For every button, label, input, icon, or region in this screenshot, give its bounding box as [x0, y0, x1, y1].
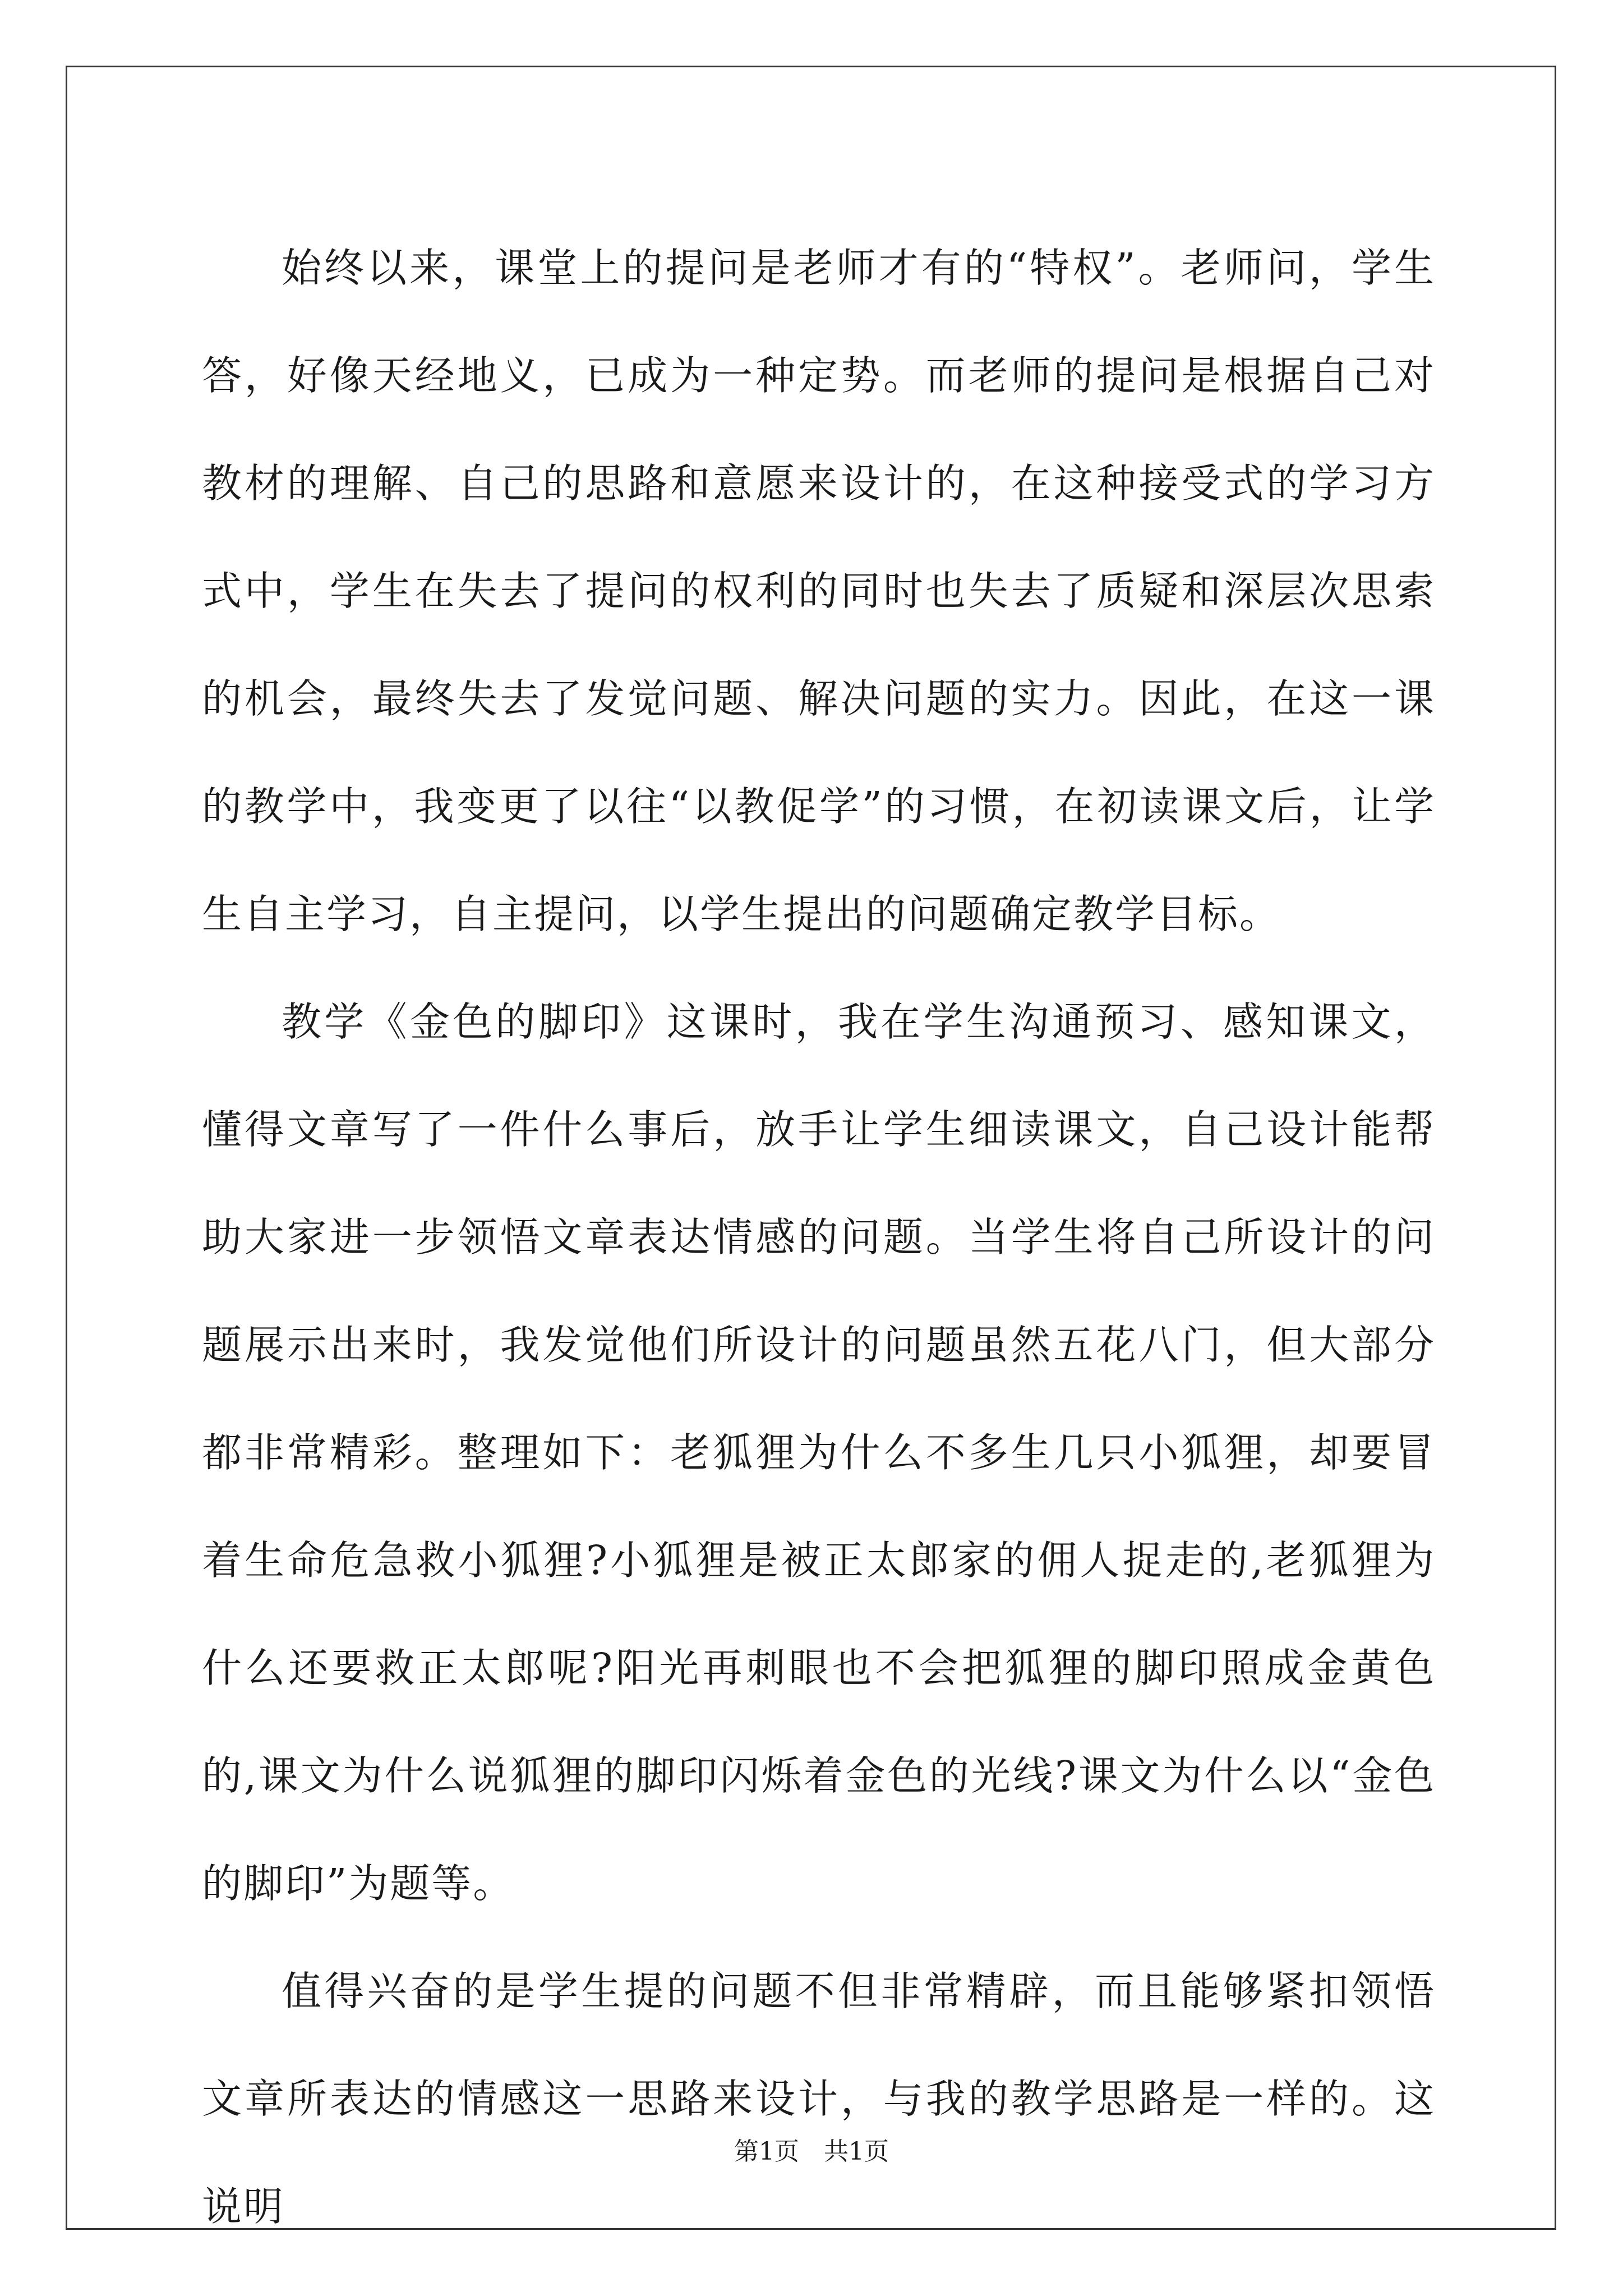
- page-number: 第1页: [734, 2137, 799, 2166]
- document-body: [202, 214, 1436, 2261]
- paragraph: 值得兴奋的是学生提的问题不但非常精辟，而且能够紧扣领悟文章所表达的情感这一思路来设计，与我的教学思路是一样的。这说明: [202, 1968, 1436, 2230]
- paragraph: 始终以来，课堂上的提问是老师才有的“特权”。老师问，学生答，好像天经地义，已成为一种定势。而老师的提问是根据自己对教材的理解、自己的思路和意愿来设计的，在这种接受式的学习方式中，学生在失去了提问的权利的同时也失去了质疑和深层次思索的机会，最终失去了发觉问题、解决问题的实力。因此，在这一课的教学中，我变更了以往“以教促学”的习惯，在初读课文后，让学生自主学习，自主提问，以学生提出的问题确定教学目标。: [202, 245, 1436, 937]
- paragraph: 教学《金色的脚印》这课时，我在学生沟通预习、感知课文，懂得文章写了一件什么事后，放手让学生细读课文，自己设计能帮助大家进一步领悟文章表达情感的问题。当学生将自己所设计的问题展示出来时，我发觉他们所设计的问题虽然五花八门，但大部分都非常精彩。整理如下：老狐狸为什么不多生几只小狐狸，却要冒着生命危急救小狐狸?小狐狸是被正太郎家的佣人捉走的,老狐狸为什么还要救正太郎呢?阳光再刺眼也不会把狐狸的脚印照成金黄色的,课文为什么说狐狸的脚印闪烁着金色的光线?课文为什么以“金色的脚印”为题等。: [202, 999, 1436, 1907]
- page-total: 共1页: [824, 2137, 889, 2166]
- page-footer: [0, 2135, 1623, 2169]
